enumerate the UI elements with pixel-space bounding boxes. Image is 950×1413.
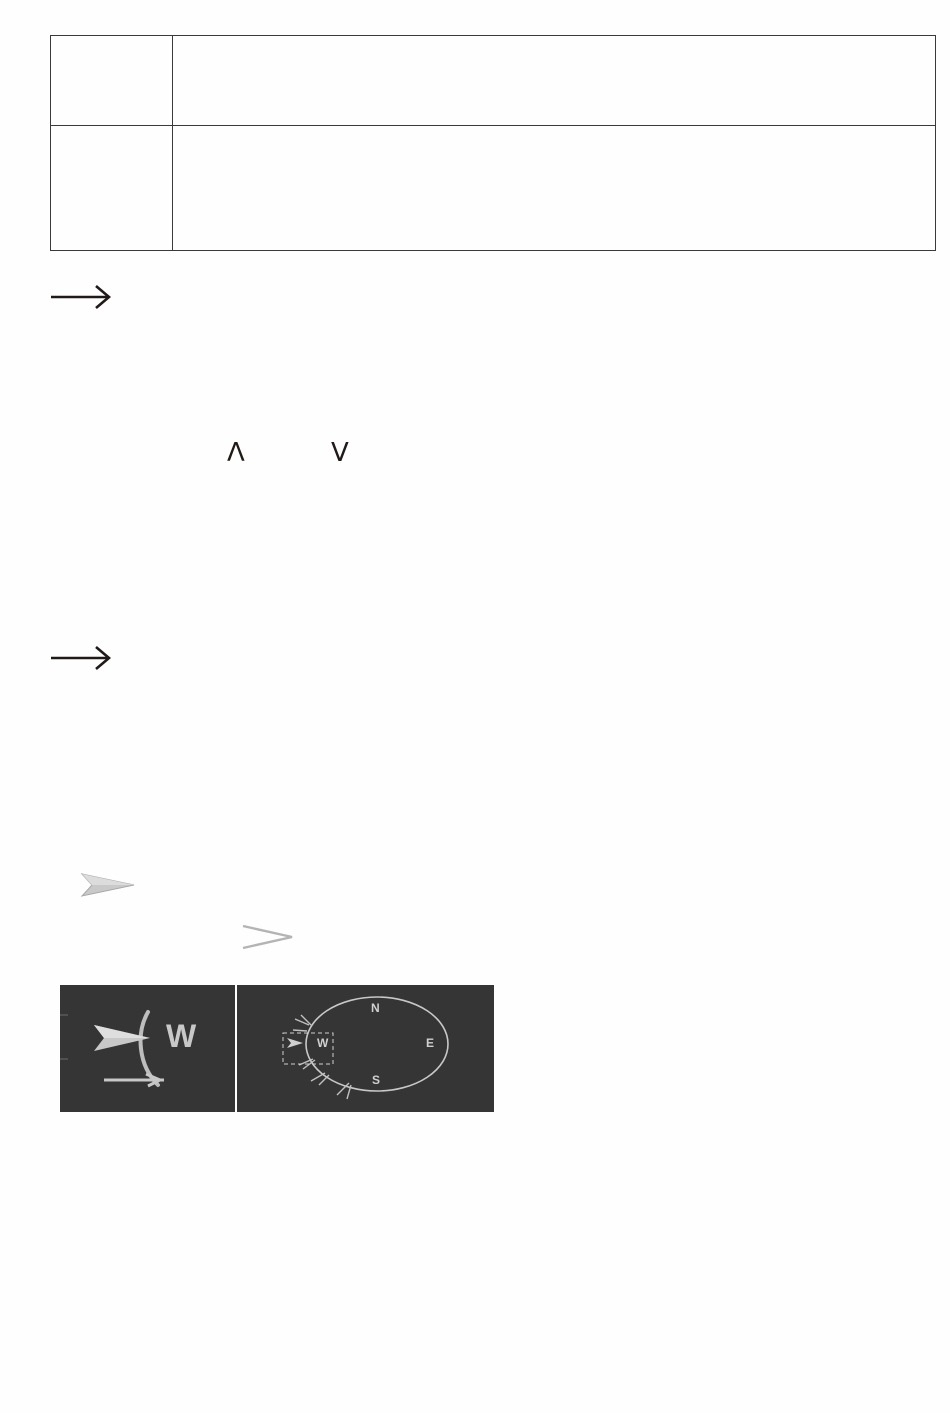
display-direction-panel: [60, 985, 235, 1112]
table-column-divider: [172, 36, 173, 250]
direction-pointer-graphic: [60, 985, 235, 1112]
display-compass-panel: [237, 985, 494, 1112]
direction-letter: W: [166, 1018, 197, 1054]
compass-east-label: E: [426, 1036, 435, 1050]
down-key-symbol: V: [331, 438, 349, 468]
info-table: [50, 35, 936, 251]
compass-north-label: N: [371, 1001, 380, 1015]
up-key-symbol: Λ: [227, 438, 245, 468]
long-right-arrow-icon: [50, 645, 112, 671]
compass-west-label: W: [317, 1036, 329, 1050]
long-right-arrow-icon: [50, 284, 112, 310]
compass-south-label: S: [372, 1073, 381, 1087]
compass-ring-graphic: [237, 985, 494, 1112]
chevron-pointer-icon: [240, 923, 296, 951]
compass-pointer-icon: [80, 872, 136, 898]
table-row-divider: [51, 125, 935, 126]
